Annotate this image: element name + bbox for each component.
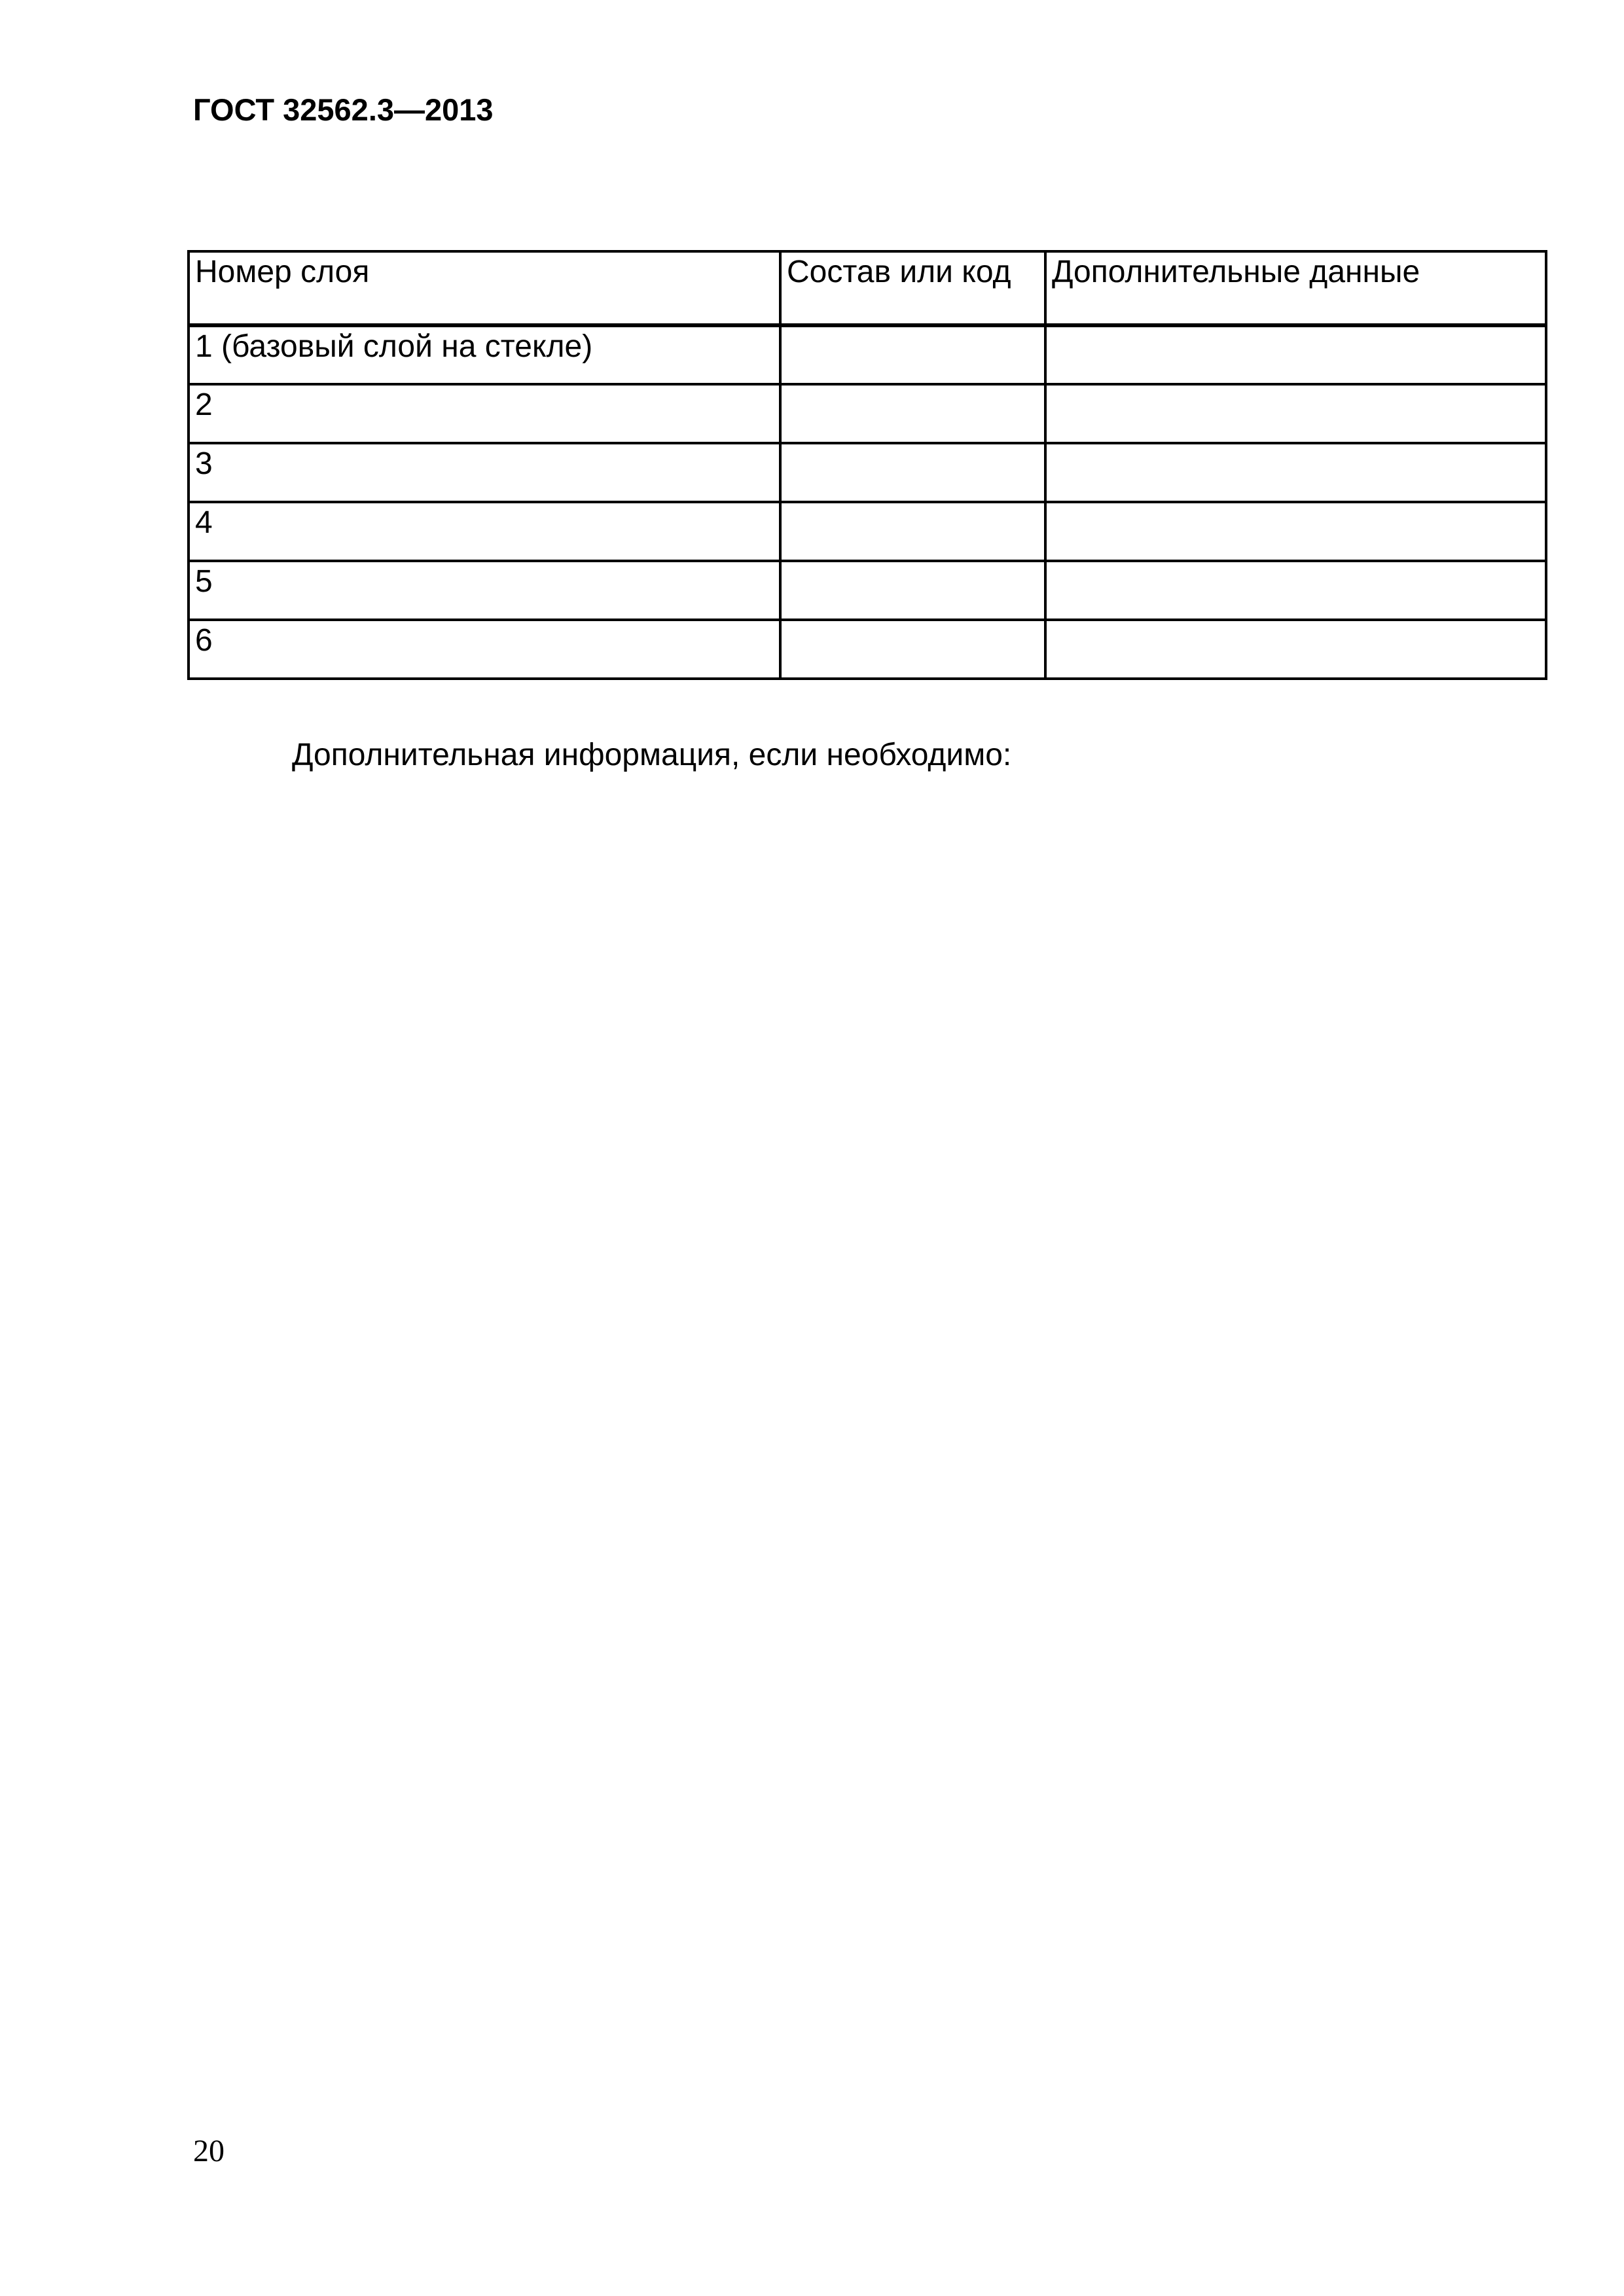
table-row: [189, 561, 1546, 620]
table-row: [189, 384, 1546, 443]
cell-layer-number: 1 (базовый слой на стекле): [189, 325, 780, 384]
cell-additional-data: [1045, 443, 1546, 502]
layer-table: [187, 250, 1547, 680]
table-row: [189, 325, 1546, 384]
cell-additional-data: [1045, 561, 1546, 620]
document-header: ГОСТ 32562.3—2013: [193, 92, 494, 127]
cell-composition: [780, 561, 1045, 620]
cell-composition: [780, 443, 1045, 502]
table-row: [189, 502, 1546, 561]
column-header-composition: Состав или код: [780, 251, 1045, 325]
cell-layer-number: 5: [189, 561, 780, 620]
cell-layer-number: 2: [189, 384, 780, 443]
page-number: 20: [193, 2134, 225, 2168]
table-row: [189, 443, 1546, 502]
cell-additional-data: [1045, 502, 1546, 561]
column-header-additional-data: Дополнительные данные: [1045, 251, 1546, 325]
cell-layer-number: 3: [189, 443, 780, 502]
additional-info-label: Дополнительная информация, если необходимо:: [292, 738, 1012, 772]
table-row: [189, 620, 1546, 679]
cell-composition: [780, 620, 1045, 679]
column-header-layer-number: Номер слоя: [189, 251, 780, 325]
table-header: [189, 251, 1546, 325]
cell-composition: [780, 325, 1045, 384]
cell-composition: [780, 384, 1045, 443]
cell-layer-number: 6: [189, 620, 780, 679]
table-body: [189, 325, 1546, 679]
table-header-row: [189, 251, 1546, 325]
cell-composition: [780, 502, 1045, 561]
cell-additional-data: [1045, 620, 1546, 679]
cell-additional-data: [1045, 384, 1546, 443]
cell-layer-number: 4: [189, 502, 780, 561]
cell-additional-data: [1045, 325, 1546, 384]
